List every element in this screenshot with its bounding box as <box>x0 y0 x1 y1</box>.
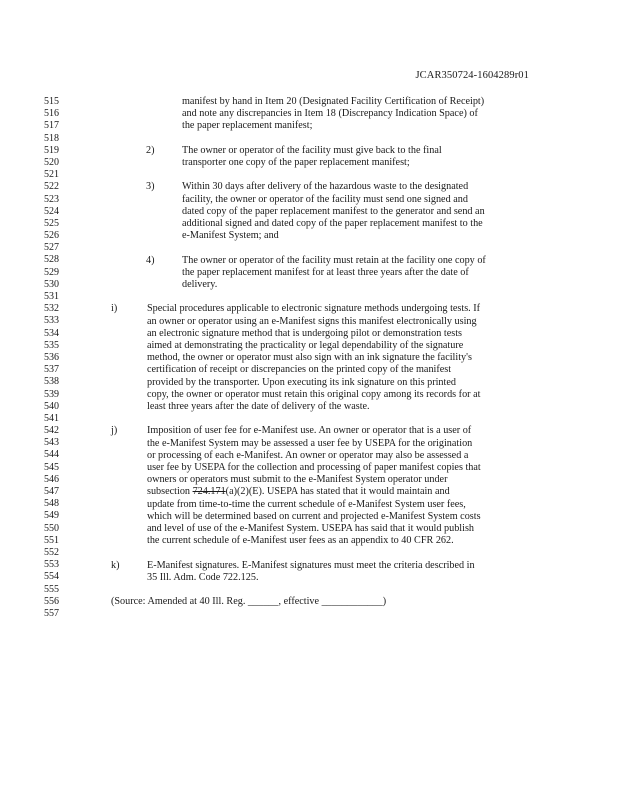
item-marker: 3) <box>146 181 155 193</box>
paragraph-line: and level of use of the e-Manifest System. USEPA has said that it would publish <box>147 523 475 534</box>
line-number: 522 <box>44 181 59 193</box>
paragraph-line: 35 Ill. Adm. Code 722.125. <box>147 571 259 583</box>
paragraph-line: user fee by USEPA for the collection and processing of paper manifest copies that <box>147 462 481 473</box>
paragraph-line: transporter one copy of the paper replacement manifest; <box>182 157 410 168</box>
item-marker: 4) <box>146 254 155 266</box>
line-number: 549 <box>44 510 59 522</box>
line-number: 555 <box>44 583 59 595</box>
line-number: 545 <box>44 461 59 473</box>
paragraph-line: Special procedures applicable to electronic signature methods undergoing tests. If <box>147 303 481 315</box>
line-number: 553 <box>44 559 59 571</box>
line-number: 526 <box>44 230 59 242</box>
line-number: 546 <box>44 473 59 485</box>
item-marker: j) <box>111 425 118 437</box>
line-number: 539 <box>44 388 59 400</box>
line-number: 532 <box>44 303 59 315</box>
line-number: 534 <box>44 327 59 339</box>
paragraph-line: the paper replacement manifest for at least three years after the date of <box>182 266 469 278</box>
line-number: 533 <box>44 315 59 327</box>
paragraph-line: the current schedule of e-Manifest user fees as an appendix to 40 CFR 262. <box>147 535 454 547</box>
line-number: 556 <box>44 595 59 607</box>
paragraph-line: Within 30 days after delivery of the hazardous waste to the designated <box>182 181 469 193</box>
paragraph-line: e-Manifest System; and <box>182 230 279 242</box>
line-number: 518 <box>44 132 59 144</box>
paragraph-line: least three years after the date of delivery of the waste. <box>147 401 370 412</box>
line-number: 554 <box>44 571 59 583</box>
paragraph-line: Imposition of user fee for e-Manifest use. An owner or operator that is a user of <box>147 425 472 437</box>
line-number: 542 <box>44 425 59 437</box>
paragraph-line: aimed at demonstrating the practicality or legal dependability of the signature <box>147 340 464 351</box>
line-number: 544 <box>44 449 59 461</box>
paragraph-line: delivery. <box>182 279 218 290</box>
line-number: 557 <box>44 607 59 619</box>
line-number: 525 <box>44 217 59 229</box>
paragraph-line: or processing of each e-Manifest. An owner or operator may also be assessed a <box>147 449 469 461</box>
line-number: 516 <box>44 108 59 120</box>
paragraph-line: manifest by hand in Item 20 (Designated Facility Certification of Receipt) <box>182 96 485 107</box>
line-number: 515 <box>44 96 59 107</box>
document-id: JCAR350724-1604289r01 <box>415 70 529 81</box>
paragraph-line: the e-Manifest System may be assessed a user fee by USEPA for the origination <box>147 437 473 449</box>
line-number: 537 <box>44 364 59 376</box>
source-note: (Source: Amended at 40 Ill. Reg. ______, effective ____________) <box>111 596 387 608</box>
paragraph-line: E-Manifest signatures. E-Manifest signatures must meet the criteria described in <box>147 559 475 571</box>
paragraph-line: certification of receipt or discrepancies on the printed copy of the manifest <box>147 364 452 376</box>
paragraph-line: provided by the transporter. Upon executing its ink signature on this printed <box>147 376 456 388</box>
line-number: 548 <box>44 498 59 510</box>
paragraph-line <box>147 486 450 498</box>
line-number: 536 <box>44 351 59 363</box>
line-number: 550 <box>44 522 59 534</box>
line-number: 520 <box>44 156 59 168</box>
line-number: 524 <box>44 205 59 217</box>
paragraph-line: The owner or operator of the facility must retain at the facility one copy of <box>182 254 486 266</box>
line-number: 552 <box>44 546 59 558</box>
line-number: 519 <box>44 144 59 156</box>
line-number: 517 <box>44 120 59 132</box>
line-number: 529 <box>44 266 59 278</box>
line-number: 530 <box>44 278 59 290</box>
line-number: 521 <box>44 169 59 181</box>
line-number: 540 <box>44 400 59 412</box>
line-number: 541 <box>44 412 59 424</box>
paragraph-line: an owner or operator using an e-Manifest signs this manifest electronically using <box>147 315 477 327</box>
text-fragment: (a)(2)(E). USEPA has stated that it would maintain and <box>225 486 450 498</box>
paragraph-line: the paper replacement manifest; <box>182 120 313 132</box>
paragraph-line: method, the owner or operator must also sign with an ink signature the facility's <box>147 352 472 364</box>
item-marker: k) <box>111 559 120 571</box>
text-fragment: subsection <box>147 486 193 498</box>
paragraph-line: owners or operators must submit to the e-Manifest System operator under <box>147 474 448 486</box>
paragraph-line: facility, the owner or operator of the facility must send one signed and <box>182 193 468 205</box>
line-number: 538 <box>44 376 59 388</box>
line-number: 551 <box>44 534 59 546</box>
paragraph-line: an electronic signature method that is undergoing pilot or demonstration tests <box>147 327 462 339</box>
item-marker: i) <box>111 303 118 315</box>
line-number: 527 <box>44 242 59 254</box>
paragraph-line: and note any discrepancies in Item 18 (Discrepancy Indication Space) of <box>182 108 478 120</box>
line-number: 535 <box>44 339 59 351</box>
line-number: 528 <box>44 254 59 266</box>
paragraph-line: copy, the owner or operator must retain this original copy among its records for at <box>147 388 481 400</box>
item-marker: 2) <box>146 144 155 156</box>
line-number: 523 <box>44 193 59 205</box>
paragraph-line: dated copy of the paper replacement manifest to the generator and send an <box>182 205 485 217</box>
struck-text: 724.171 <box>192 486 226 498</box>
line-number: 547 <box>44 486 59 497</box>
paragraph-line: additional signed and dated copy of the paper replacement manifest to the <box>182 218 483 229</box>
paragraph-line: update from time-to-time the current schedule of e-Manifest System user fees, <box>147 498 466 510</box>
paragraph-line: The owner or operator of the facility must give back to the final <box>182 144 442 156</box>
line-number: 531 <box>44 291 59 302</box>
line-number: 543 <box>44 437 59 449</box>
line-number-column <box>37 96 59 620</box>
paragraph-line: which will be determined based on current and projected e-Manifest System costs <box>147 510 481 522</box>
